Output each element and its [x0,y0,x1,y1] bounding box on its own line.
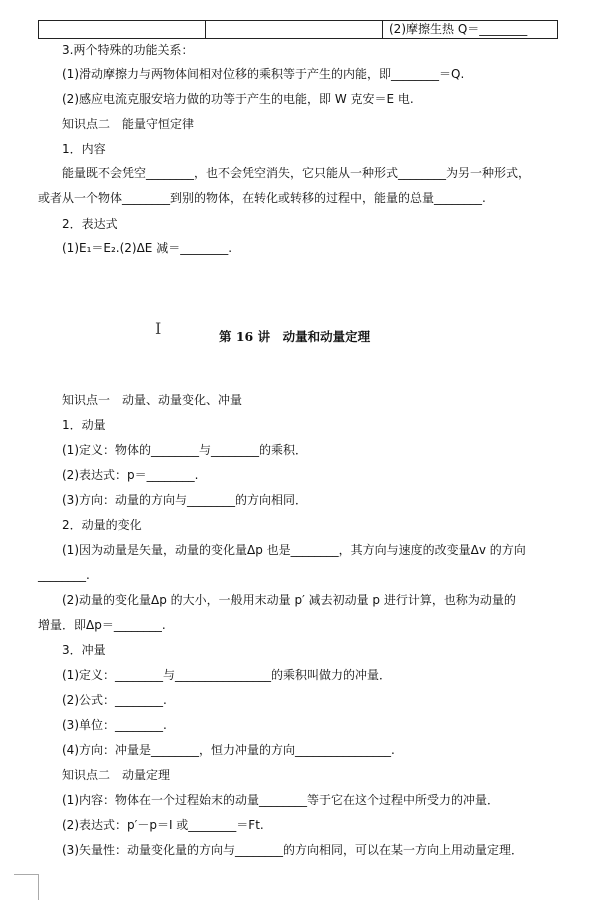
text-line: (1)定义：________与________________的乘积叫做力的冲量． [62,668,391,682]
text-line: (4)方向：冲量是________，恒力冲量的方向________________. [62,743,395,757]
text-line: (1)E₁＝E₂.(2)ΔE 减＝________. [62,241,233,255]
text-line: (1)内容：物体在一个过程始末的动量________等于它在这个过程中所受力的冲量． [62,793,500,807]
text-line: (1)滑动摩擦力与两物体间相对位移的乘积等于产生的内能，即________＝Q. [62,67,465,81]
text-line: (1)因为动量是矢量，动量的变化量Δp 也是________，其方向与速度的改变量Δv 的方向 [62,543,526,557]
section-heading: 知识点二 能量守恒定律 [62,117,195,131]
text-cursor-icon: I [155,319,162,338]
table-cell-2 [206,21,383,39]
text-line: 3.两个特殊的功能关系： [62,43,194,57]
text-line: (1)定义：物体的________与________的乘积． [62,443,307,457]
text-line: 能量既不会凭空________，也不会凭空消失，它只能从一种形式________为另一种形式， [62,166,531,180]
table-row [39,21,558,39]
top-table [38,20,558,39]
text-line: (2)感应电流克服安培力做的功等于产生的电能，即 W 克安＝E 电. [62,92,414,106]
subheading: 1．内容 [62,142,106,156]
crop-mark [38,874,40,900]
text-line: (2)表达式：p＝________. [62,468,199,482]
text-line: (3)方向：动量的方向与________的方向相同． [62,493,307,507]
table-cell-3: (2)摩擦生热 Q＝________ [383,21,558,39]
text-line: ________. [38,568,90,582]
text-line: (2)公式：________. [62,693,167,707]
text-line: (3)单位：________. [62,718,167,732]
subheading: 2．动量的变化 [62,518,142,532]
text-line: (3)矢量性：动量变化量的方向与________的方向相同，可以在某一方向上用动量定理． [62,843,524,857]
section-heading: 知识点二 动量定理 [62,768,171,782]
table-cell-1 [39,21,206,39]
subheading: 3．冲量 [62,643,106,657]
text-line: (2)表达式：p′－p＝I 或________＝Ft. [62,818,264,832]
section-heading: 知识点一 动量、动量变化、冲量 [62,393,243,407]
crop-mark [14,874,38,876]
lecture-title: 第 16 讲 动量和动量定理 [219,329,371,344]
subheading: 2．表达式 [62,217,118,231]
text-line: 或者从一个物体________到别的物体，在转化或转移的过程中，能量的总量________. [38,191,486,205]
text-line: 增量．即Δp＝________. [38,618,166,632]
text-line: (2)动量的变化量Δp 的大小，一般用末动量 p′ 减去初动量 p 进行计算，也称为动量的 [62,593,516,607]
subheading: 1．动量 [62,418,106,432]
